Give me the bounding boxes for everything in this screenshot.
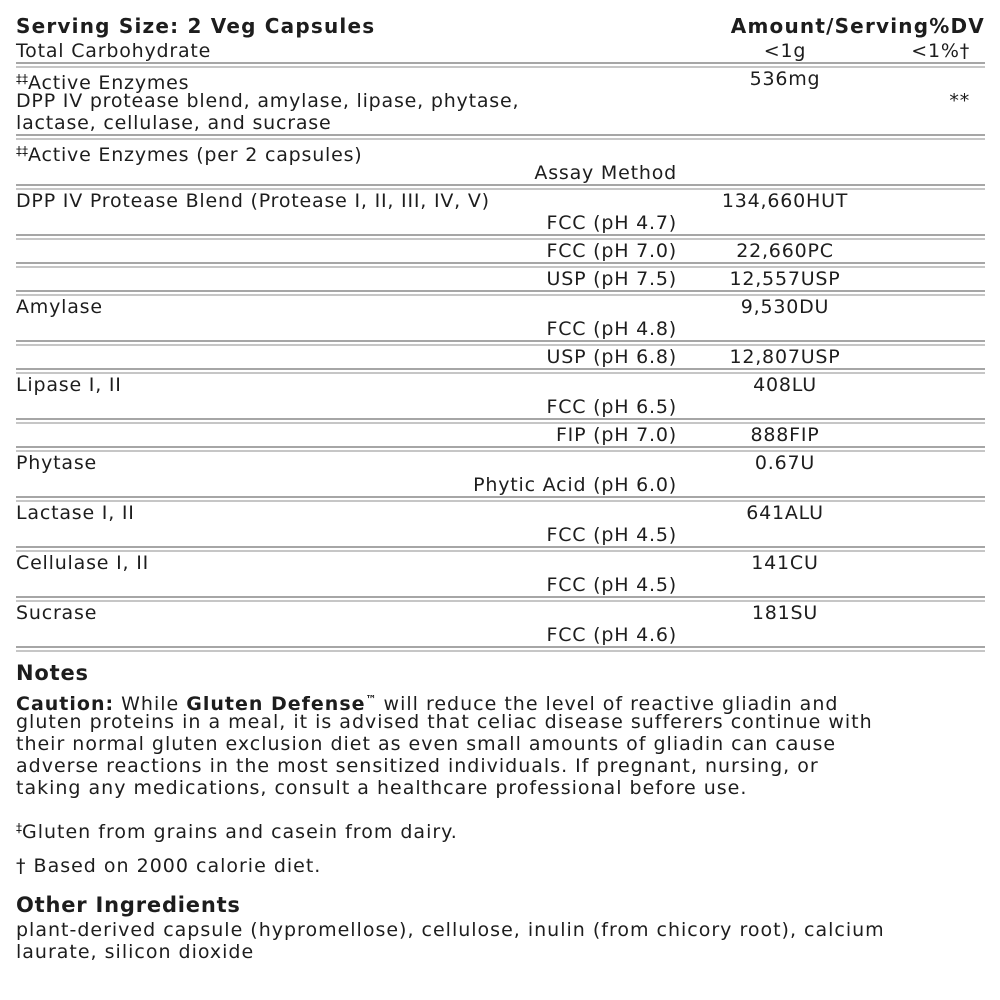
assay-method: FCC (pH 4.6) xyxy=(546,624,677,646)
row-assay xyxy=(16,240,985,262)
enzyme-amount: 141CU xyxy=(751,552,819,574)
row-assay xyxy=(16,424,985,446)
row-cellulase xyxy=(16,552,985,574)
table-header-row xyxy=(16,14,985,40)
enzyme-amount: 12,557USP xyxy=(729,268,841,290)
separator xyxy=(16,646,985,652)
assay-method: FCC (pH 4.5) xyxy=(546,524,677,546)
other-ingredients-section xyxy=(16,893,985,963)
row-active-enzymes xyxy=(16,68,985,94)
enzyme-name: Lactase I, II xyxy=(16,502,135,524)
assay-method-header: Assay Method xyxy=(534,162,677,184)
enzyme-name: Sucrase xyxy=(16,602,98,624)
column-headers xyxy=(731,14,985,38)
nutrient-dv: ** xyxy=(949,90,970,112)
notes-heading: Notes xyxy=(16,661,89,685)
nutrient-dv: <1%† xyxy=(911,40,970,62)
assay-method: FCC (pH 4.8) xyxy=(546,318,677,340)
section-label: ‡‡Active Enzymes (per 2 capsules) xyxy=(16,144,363,166)
enzyme-amount: 9,530DU xyxy=(740,296,830,318)
ingredients-line: laurate, silicon dioxide xyxy=(16,941,255,963)
row-enzyme-blend-desc-1 xyxy=(16,90,985,112)
assay-method: FCC (pH 4.5) xyxy=(546,574,677,596)
notes-section xyxy=(16,661,985,877)
assay-method: FCC (pH 7.0) xyxy=(546,240,677,262)
amount-column-header: Amount/Serving xyxy=(730,14,930,38)
footnote-gluten: ‡Gluten from grains and casein from dairy. xyxy=(16,821,458,843)
enzyme-name: Phytase xyxy=(16,452,98,474)
row-assay xyxy=(16,524,985,546)
row-assay-method-header xyxy=(16,162,985,184)
blend-description: DPP IV protease blend, amylase, lipase, phytase, xyxy=(16,90,520,112)
caution-paragraph xyxy=(16,689,985,799)
footnote-marker: ‡‡ xyxy=(16,144,28,158)
footnote-calorie: † Based on 2000 calorie diet. xyxy=(16,855,322,877)
caution-line: adverse reactions in the most sensitized individuals. If pregnant, nursing, or xyxy=(16,755,819,777)
assay-method: FCC (pH 4.7) xyxy=(546,212,677,234)
row-enzyme-blend-desc-2 xyxy=(16,112,985,134)
dv-column-header: %DV xyxy=(929,14,985,38)
footnote-marker: ‡ xyxy=(16,821,22,835)
row-sucrase xyxy=(16,602,985,624)
caution-line: their normal gluten exclusion diet as even small amounts of gliadin can cause xyxy=(16,733,837,755)
enzyme-amount: 0.67U xyxy=(754,452,816,474)
enzyme-name: Cellulase I, II xyxy=(16,552,149,574)
row-assay xyxy=(16,268,985,290)
enzyme-amount: 181SU xyxy=(751,602,819,624)
row-phytase xyxy=(16,452,985,474)
enzyme-amount: 22,660PC xyxy=(736,240,834,262)
assay-method: FIP (pH 7.0) xyxy=(555,424,677,446)
enzyme-amount: 888FIP xyxy=(750,424,820,446)
enzyme-amount: 641ALU xyxy=(746,502,824,524)
enzyme-name: DPP IV Protease Blend (Protease I, II, III, IV, V) xyxy=(16,190,490,212)
nutrient-amount: 536mg xyxy=(749,68,821,90)
trademark-symbol: ™ xyxy=(365,693,377,706)
assay-method: FCC (pH 6.5) xyxy=(546,396,677,418)
serving-size: Serving Size: 2 Veg Capsules xyxy=(16,14,376,38)
other-ingredients-heading: Other Ingredients xyxy=(16,893,241,917)
row-assay xyxy=(16,396,985,418)
enzyme-name: Lipase I, II xyxy=(16,374,122,396)
caution-label: Caution: xyxy=(16,693,115,715)
caution-line: Caution: While Gluten Defense™ will reduce the level of reactive gliadin and xyxy=(16,693,839,715)
row-assay xyxy=(16,624,985,646)
row-amylase xyxy=(16,296,985,318)
nutrient-amount: <1g xyxy=(763,40,807,62)
row-assay xyxy=(16,318,985,340)
row-assay xyxy=(16,474,985,496)
ingredients-line: plant-derived capsule (hypromellose), cellulose, inulin (from chicory root), calcium xyxy=(16,919,885,941)
footnote-marker: ‡‡ xyxy=(16,72,28,86)
row-assay xyxy=(16,574,985,596)
blend-description: lactase, cellulase, and sucrase xyxy=(16,112,332,134)
dagger-symbol: † xyxy=(16,855,27,877)
enzyme-amount: 134,660HUT xyxy=(721,190,849,212)
nutrient-name: Total Carbohydrate xyxy=(16,40,212,62)
row-total-carbohydrate xyxy=(16,40,985,62)
row-assay xyxy=(16,212,985,234)
assay-method: USP (pH 7.5) xyxy=(546,268,677,290)
enzyme-amount: 12,807USP xyxy=(729,346,841,368)
row-assay xyxy=(16,346,985,368)
brand-name: Gluten Defense xyxy=(186,693,366,715)
row-lactase xyxy=(16,502,985,524)
row-dpp-iv-protease-blend xyxy=(16,190,985,212)
row-lipase xyxy=(16,374,985,396)
row-active-enzymes-per-2 xyxy=(16,140,985,166)
nutrient-name: ‡‡Active Enzymes xyxy=(16,72,190,94)
enzyme-amount: 408LU xyxy=(753,374,817,396)
caution-line: taking any medications, consult a healthcare professional before use. xyxy=(16,777,748,799)
enzyme-name: Amylase xyxy=(16,296,103,318)
assay-method: USP (pH 6.8) xyxy=(546,346,677,368)
caution-line: gluten proteins in a meal, it is advised that celiac disease sufferers continue with xyxy=(16,711,873,733)
assay-method: Phytic Acid (pH 6.0) xyxy=(473,474,677,496)
other-ingredients-list xyxy=(16,919,985,963)
